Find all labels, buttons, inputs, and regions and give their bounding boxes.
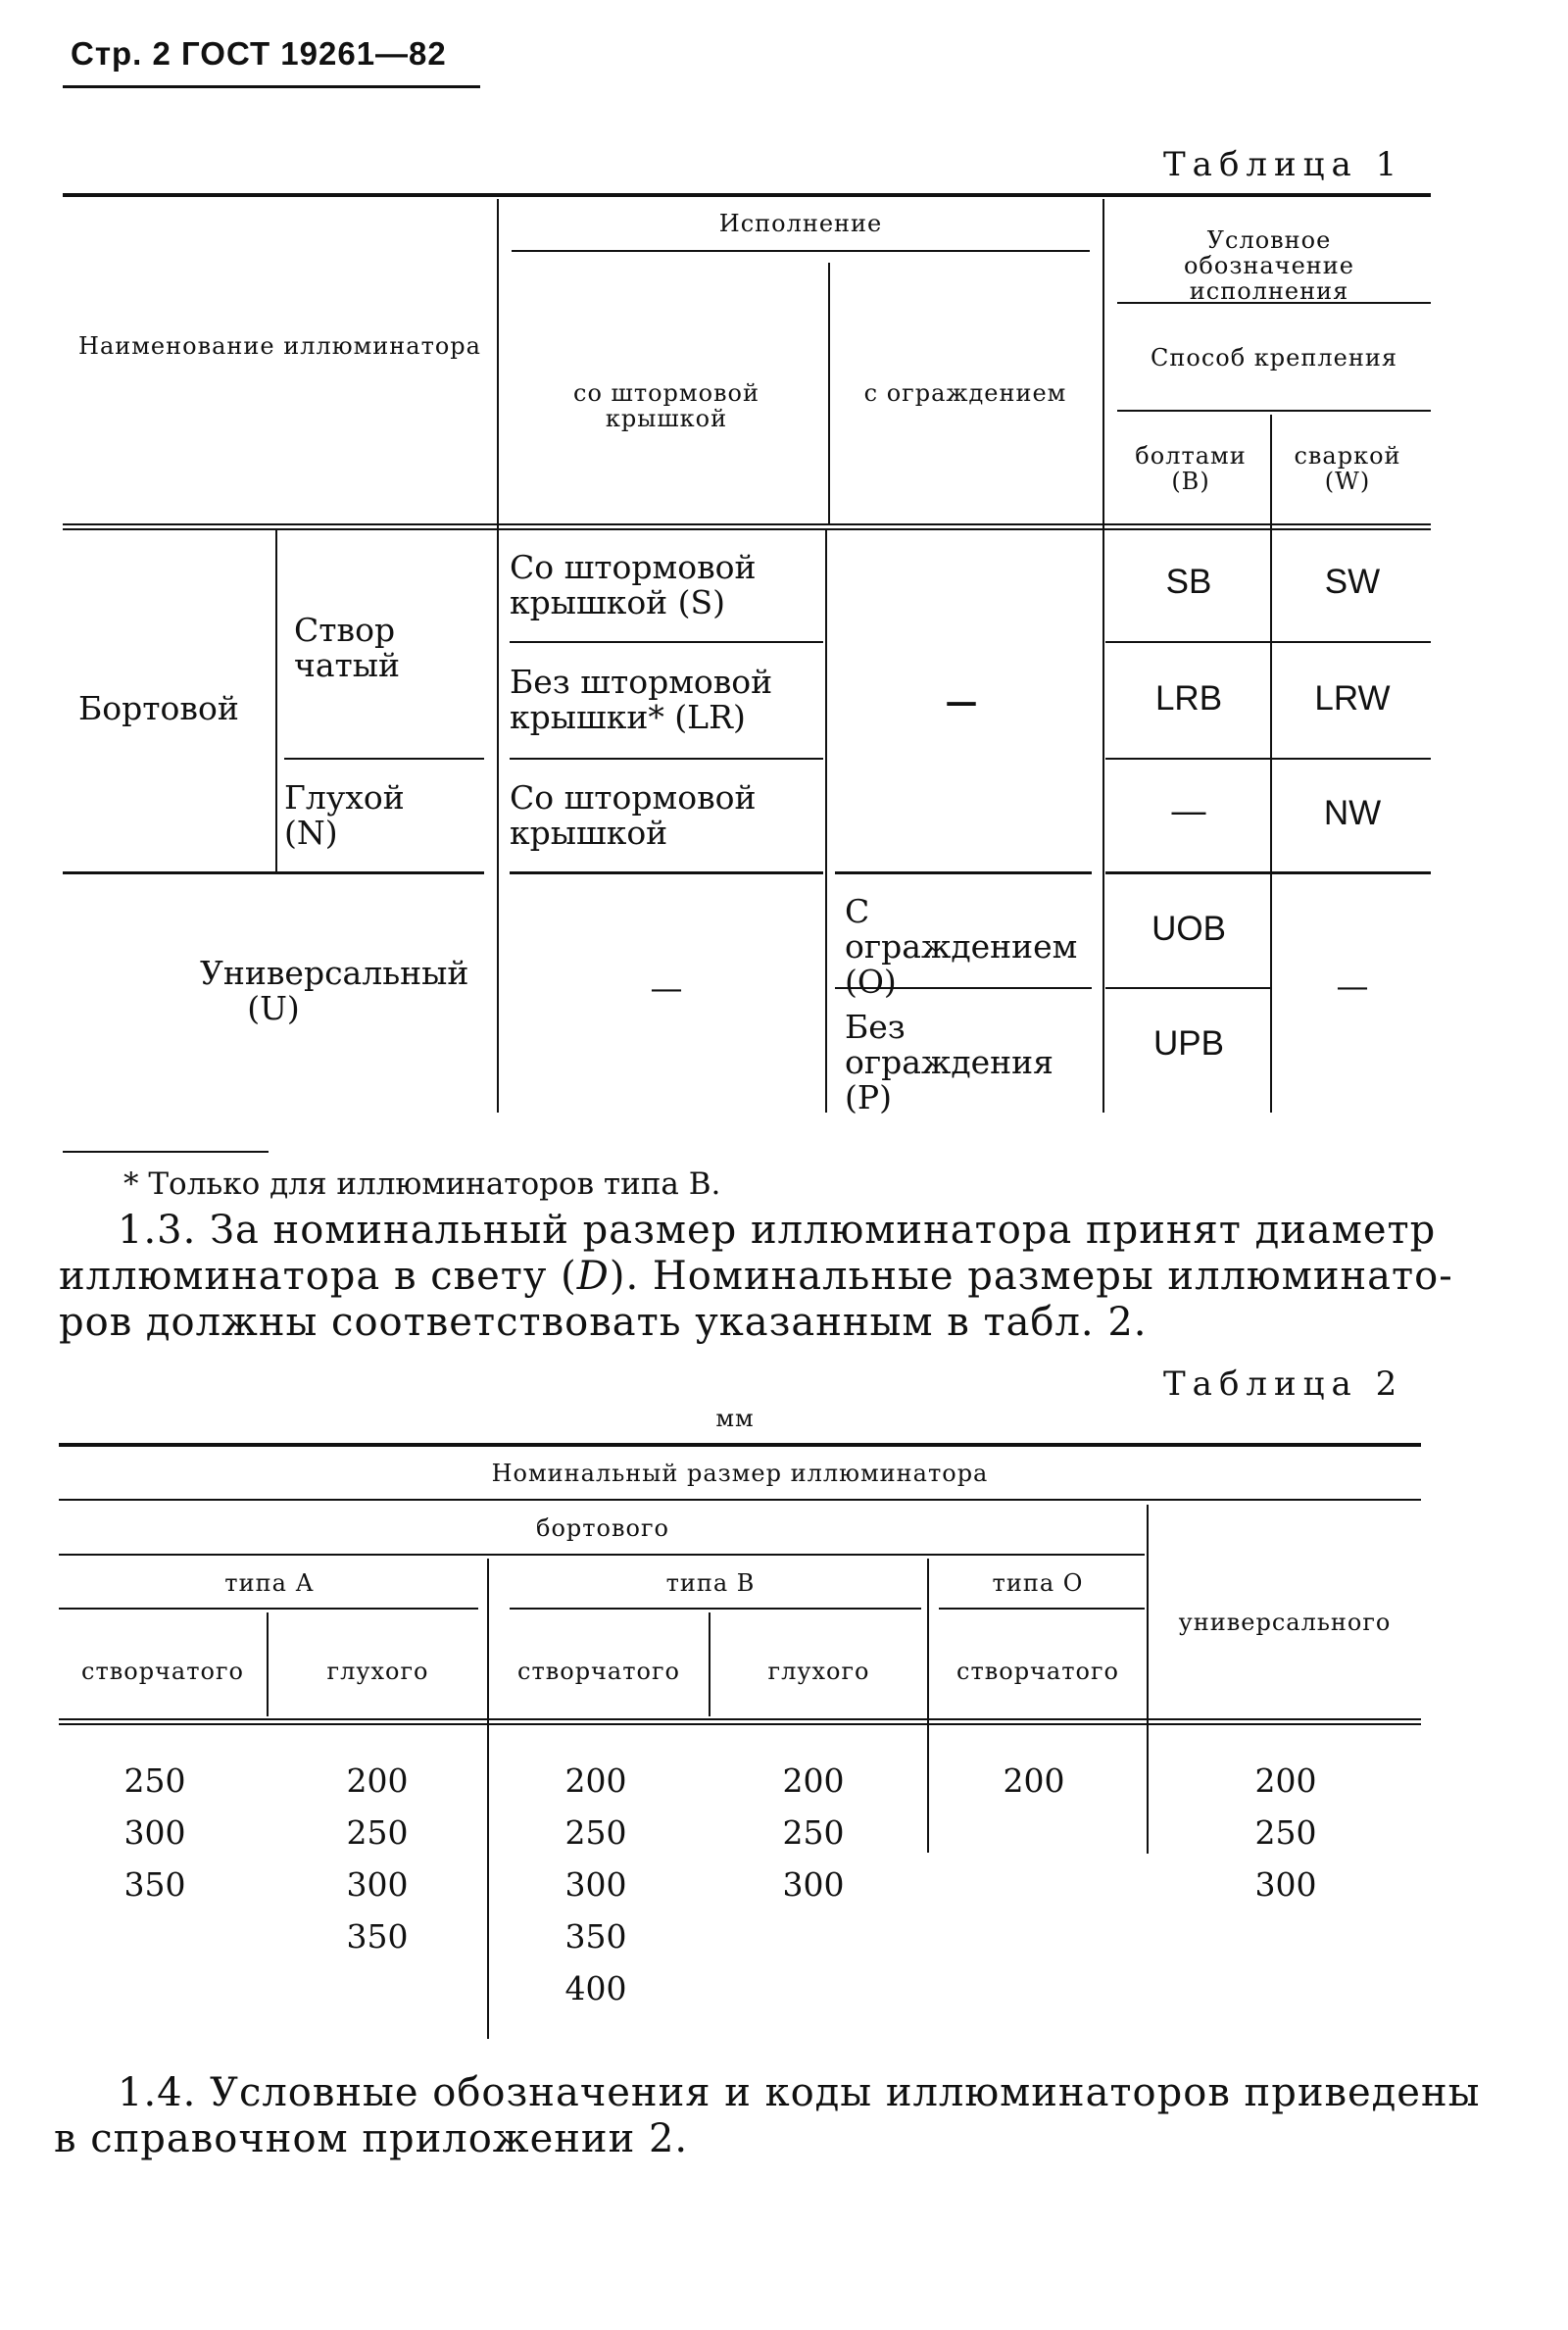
page-label: Стр. 2 (71, 35, 172, 72)
t2-head-hinged-b: створчатого (517, 1658, 680, 1685)
t1-head-execution: Исполнение (718, 210, 883, 237)
t2-value: 200 (1003, 1761, 1065, 1800)
t2-value: 200 (564, 1761, 627, 1800)
diameter-symbol: D (576, 1254, 610, 1299)
t1-r3-w: NW (1323, 794, 1382, 832)
page-header (71, 35, 447, 73)
t2-value: 200 (1254, 1761, 1317, 1800)
t1-r2-b: LRB (1154, 679, 1223, 718)
para-1-4-line2: в справочном приложении 2. (54, 2116, 689, 2161)
t1-head-bolts: болтами (B) (1135, 442, 1247, 495)
t1-r3-exec: Со штормовой крышкой (510, 778, 757, 852)
t1-head-designation: Условное обозначение исполнения (1183, 226, 1354, 305)
t2-value: 300 (564, 1865, 627, 1904)
table2-caption: Таблица 2 (1163, 1364, 1404, 1404)
t2-value: 250 (1254, 1813, 1317, 1852)
standard-number: ГОСТ 19261—82 (181, 35, 447, 72)
t2-head-universal: универсального (1178, 1609, 1392, 1636)
t2-head-blind-a: глухого (326, 1658, 429, 1685)
t1-head-name: Наименование иллюминатора (78, 332, 481, 360)
t2-value: 350 (564, 1917, 627, 1956)
t1-r1-exec: Со штормовой крышкой (S) (510, 548, 757, 621)
para-1-3-line3: ров должны соответствовать указанным в табл. 2. (59, 1300, 1148, 1345)
t1-r2-w: LRW (1314, 679, 1391, 718)
table2-unit: мм (715, 1405, 755, 1432)
t2-value: 250 (782, 1813, 845, 1852)
t1-r1-b: SB (1165, 563, 1212, 601)
t1-head-storm-cover: со штормовой крышкой (573, 379, 760, 432)
t2-value: 250 (123, 1761, 186, 1800)
para-1-4-line1: 1.4. Условные обозначения и коды иллюминаторов приведены (118, 2070, 1481, 2115)
para-1-3-line1: 1.3. За номинальный размер иллюминатора принят диаметр (118, 1208, 1437, 1253)
t2-value: 250 (346, 1813, 409, 1852)
t2-head-blind-b: глухого (767, 1658, 870, 1685)
t2-head-nominal: Номинальный размер иллюминатора (491, 1460, 989, 1487)
footnote-rule (63, 1151, 269, 1153)
t2-value: 200 (782, 1761, 845, 1800)
t2-value: 400 (564, 1969, 627, 2008)
t1-r5-exec: Без ограждения (P) (845, 1008, 1054, 1116)
t2-value: 300 (782, 1865, 845, 1904)
t2-head-hinged-o: створчатого (956, 1658, 1119, 1685)
t2-head-hinged-a: створчатого (81, 1658, 244, 1685)
t1-r2-exec: Без штормовой крышки* (LR) (510, 663, 773, 736)
t1-blind: Глухой (N) (284, 778, 405, 852)
t2-value: 300 (1254, 1865, 1317, 1904)
t2-value: 300 (123, 1813, 186, 1852)
t2-head-type-a: типа А (224, 1569, 315, 1597)
t1-guard-dash: — (945, 682, 978, 720)
t1-r5-b: UPB (1153, 1024, 1224, 1063)
t1-univ-dash: — (650, 968, 683, 1007)
t2-value: 300 (346, 1865, 409, 1904)
t1-head-mounting: Способ крепления (1151, 344, 1397, 372)
t1-head-guard: с ограждением (863, 379, 1067, 407)
t1-r4-b: UOB (1152, 910, 1226, 948)
t2-value: 350 (346, 1917, 409, 1956)
t1-universal: Универсальный (U) (200, 954, 469, 1027)
t1-board: Бортовой (78, 689, 239, 727)
t2-head-type-b: типа В (665, 1569, 756, 1597)
t1-univ-w-dash: — (1336, 967, 1369, 1005)
t2-value: 250 (564, 1813, 627, 1852)
t2-value: 350 (123, 1865, 186, 1904)
t1-head-welding: сваркой (W) (1294, 442, 1401, 495)
t1-hinged: Створчатый (294, 611, 401, 684)
t2-head-board: бортового (536, 1514, 669, 1542)
t2-head-type-o: типа О (992, 1569, 1084, 1597)
t1-r1-w: SW (1324, 563, 1381, 601)
para-1-3-line2: иллюминатора в свету (D). Номинальные размеры иллюминато- (59, 1254, 1453, 1299)
table1-footnote: * Только для иллюминаторов типа В. (123, 1166, 721, 1202)
t1-r4-exec: С ограждением (O) (845, 892, 1078, 1001)
t1-r3-b: — (1171, 792, 1206, 830)
table1-caption: Таблица 1 (1163, 145, 1404, 184)
t2-value: 200 (346, 1761, 409, 1800)
header-underline (63, 85, 480, 88)
